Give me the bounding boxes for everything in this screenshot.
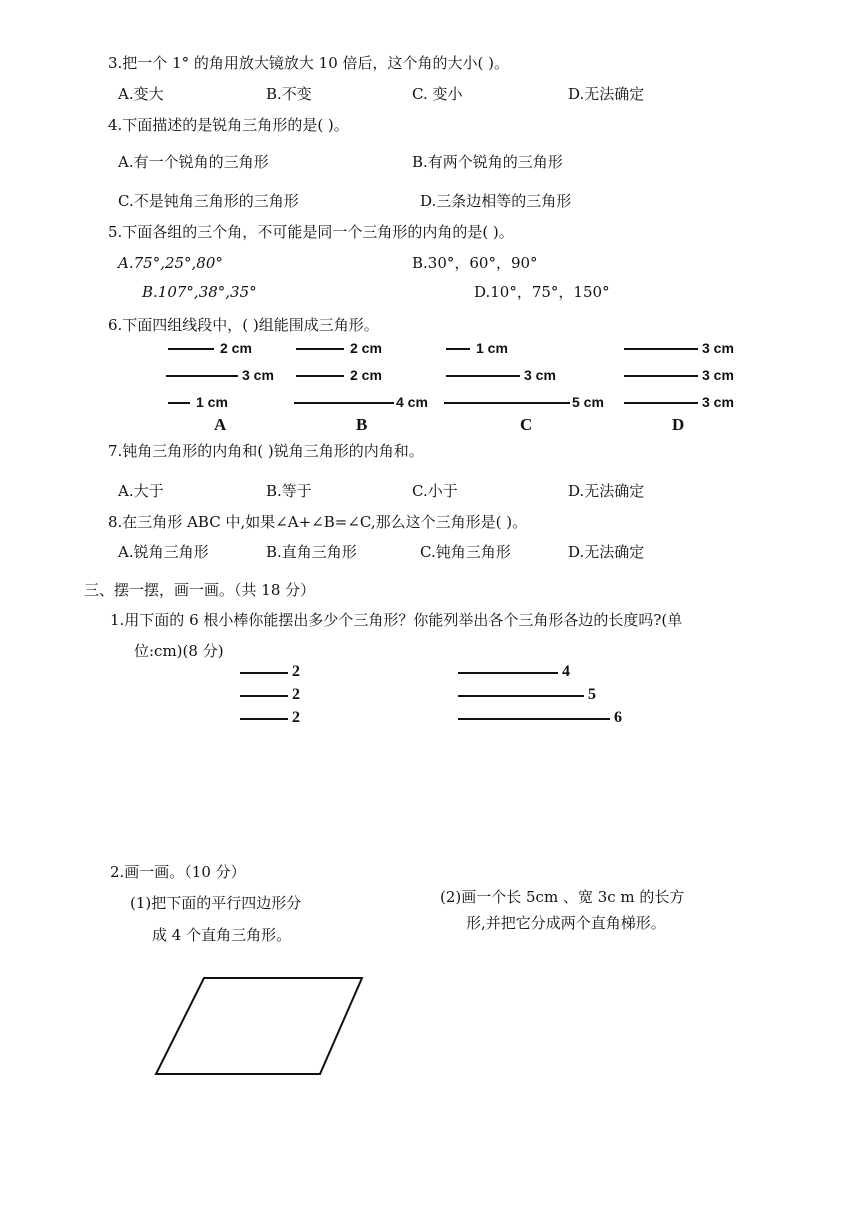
q5-option-a[interactable]: A.75°,25°,80°: [118, 254, 223, 272]
q5-option-c[interactable]: B.107°,38°,35°: [142, 283, 257, 301]
q3-option-d[interactable]: D.无法确定: [568, 85, 645, 103]
parallelogram-shape: [156, 978, 362, 1074]
segment-line: [446, 375, 520, 377]
segment-line: [446, 348, 470, 350]
q6-stem: 6.下面四组线段中，( )组能围成三角形。: [108, 316, 379, 334]
stick-label: 5: [588, 686, 596, 703]
problem1-text-cont: 位:cm)(8 分): [134, 642, 224, 660]
q4-option-d[interactable]: D.三条边相等的三角形: [420, 192, 572, 210]
section-title: 三、摆一摆，画一画。（共 18 分）: [84, 581, 316, 599]
segment-line: [624, 348, 698, 350]
segment-line: [444, 402, 570, 404]
segment-label: 2 cm: [350, 367, 382, 383]
problem2-2-text: (2)画一个长 5cm 、宽 3c m 的长方: [440, 888, 685, 906]
stick-label: 2: [292, 709, 300, 726]
group-label-c[interactable]: C: [520, 415, 533, 434]
stick-line: [240, 672, 288, 674]
segment-label: 1 cm: [196, 394, 228, 410]
q5-option-b[interactable]: B.30°，60°，90°: [412, 254, 538, 272]
q8-option-d[interactable]: D.无法确定: [568, 543, 645, 561]
segment-label: 3 cm: [702, 394, 734, 410]
stick-line: [458, 695, 584, 697]
segment-line: [624, 375, 698, 377]
stick-line: [458, 672, 558, 674]
segment-line: [294, 402, 394, 404]
q3-stem: 3.把一个 1° 的角用放大镜放大 10 倍后，这个角的大小( )。: [108, 54, 509, 72]
segment-label: 3 cm: [702, 340, 734, 356]
q4-option-b[interactable]: B.有两个锐角的三角形: [412, 153, 563, 171]
stick-label: 2: [292, 663, 300, 680]
problem1-text: 1.用下面的 6 根小棒你能摆出多少个三角形？你能列举出各个三角形各边的长度吗?(单: [110, 611, 683, 629]
group-label-b[interactable]: B: [356, 415, 368, 434]
segment-label: 2 cm: [350, 340, 382, 356]
problem2-2-text-cont: 形,并把它分成两个直角梯形。: [466, 914, 666, 932]
stick-line: [458, 718, 610, 720]
segment-label: 3 cm: [702, 367, 734, 383]
group-label-d[interactable]: D: [672, 415, 685, 434]
problem2-1-text-cont: 成 4 个直角三角形。: [152, 926, 292, 944]
q7-option-d[interactable]: D.无法确定: [568, 482, 645, 500]
stick-line: [240, 695, 288, 697]
problem2-title: 2.画一画。（10 分）: [110, 863, 246, 881]
stick-label: 6: [614, 709, 622, 726]
q5-option-d[interactable]: D.10°，75°，150°: [474, 283, 610, 301]
segment-label: 3 cm: [242, 367, 274, 383]
q8-option-b[interactable]: B.直角三角形: [266, 543, 357, 561]
q8-stem: 8.在三角形 ABC 中,如果∠A+∠B=∠C,那么这个三角形是( )。: [108, 513, 528, 531]
group-label-a[interactable]: A: [214, 415, 227, 434]
segment-line: [624, 402, 698, 404]
q7-option-c[interactable]: C.小于: [412, 482, 458, 500]
parallelogram-figure: [150, 970, 370, 1080]
segment-line: [168, 402, 190, 404]
segment-line: [296, 348, 344, 350]
q8-option-a[interactable]: A.锐角三角形: [118, 543, 209, 561]
segment-line: [166, 375, 238, 377]
q5-stem: 5.下面各组的三个角，不可能是同一个三角形的内角的是( )。: [108, 223, 514, 241]
segment-label: 4 cm: [396, 394, 428, 410]
segment-line: [168, 348, 214, 350]
q4-stem: 4.下面描述的是锐角三角形的是( )。: [108, 116, 349, 134]
q3-option-a[interactable]: A.变大: [118, 85, 164, 103]
q7-stem: 7.钝角三角形的内角和( )锐角三角形的内角和。: [108, 442, 424, 460]
stick-label: 4: [562, 663, 570, 680]
q8-option-c[interactable]: C.钝角三角形: [420, 543, 511, 561]
stick-line: [240, 718, 288, 720]
segment-label: 2 cm: [220, 340, 252, 356]
q3-option-c[interactable]: C. 变小: [412, 85, 463, 103]
stick-label: 2: [292, 686, 300, 703]
problem2-1-text: (1)把下面的平行四边形分: [130, 894, 302, 912]
segment-label: 3 cm: [524, 367, 556, 383]
q7-option-b[interactable]: B.等于: [266, 482, 312, 500]
q3-option-b[interactable]: B.不变: [266, 85, 312, 103]
segment-label: 1 cm: [476, 340, 508, 356]
segment-line: [296, 375, 344, 377]
q4-option-c[interactable]: C.不是钝角三角形的三角形: [118, 192, 299, 210]
q7-option-a[interactable]: A.大于: [118, 482, 164, 500]
segment-label: 5 cm: [572, 394, 604, 410]
q4-option-a[interactable]: A.有一个锐角的三角形: [118, 153, 269, 171]
